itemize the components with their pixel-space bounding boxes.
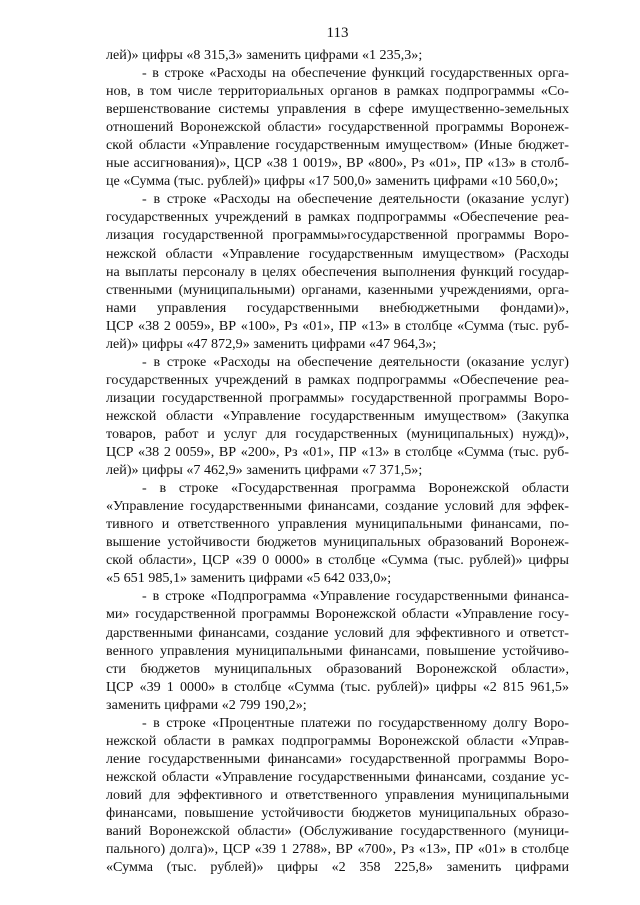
text-line: заменить цифрами «2 799 190,2»; (106, 696, 307, 713)
text-line: пального) долга)», ЦСР «39 1 2788», ВР «700», Рз «13», ПР «01» в столбце (106, 841, 569, 858)
text-line: ственными (муниципальными) органами, казенными учреждениями, орга- (106, 281, 569, 298)
text-line: лей)» цифры «8 315,3» заменить цифрами «1 235,3»; (106, 47, 423, 63)
page-number: 113 (326, 25, 349, 41)
text-line: государственных учреждений в рамках подпрограммы «Обеспечение реа- (106, 371, 569, 388)
text-line: ваний Воронежской области» (Обслуживание государственного (муници- (106, 823, 569, 840)
document-page (106, 0, 569, 876)
text-line: ловий для эффективного и ответственного управления муниципальными (106, 786, 569, 803)
text-line: ЦСР «38 2 0059», ВР «200», Рз «01», ПР «13» в столбце «Сумма (тыс. руб- (106, 444, 569, 461)
text-line: вершенствование системы управления в сфере имущественно-земельных (106, 101, 569, 118)
text-line: государственных учреждений в рамках подпрограммы «Обеспечение реа- (106, 209, 569, 226)
text-line: нежской области «Управление государственными финансами, создание ус- (106, 768, 569, 785)
paragraph (106, 46, 569, 64)
text-line: на выплаты персоналу в целях обеспечения выполнения функций государ- (106, 263, 569, 280)
text-line: тивного и ответственного управления муниципальными финансами, по- (106, 516, 569, 533)
text-line: нами управления государственными внебюджетными фондами)», (106, 299, 569, 316)
text-line: нежской области в рамках подпрограммы Воронежской области «Управ- (106, 732, 569, 749)
text-line: сти бюджетов муниципальных образований Воронежской области», (106, 660, 569, 677)
paragraph (106, 587, 569, 713)
document-body (106, 46, 569, 876)
text-line: ми» государственной программы Воронежской области «Управление госу- (106, 606, 569, 623)
text-line: «Управление государственными финансами, создание условий для эффек- (106, 498, 569, 515)
text-line: лизации государственной программы» государственной программы Воро- (106, 389, 569, 406)
text-line: - в строке «Расходы на обеспечение деятельности (оказание услуг) (142, 353, 569, 370)
text-line: отношений Воронежской области» государственной программы Воронеж- (106, 119, 569, 136)
text-line: нежской области «Управление государственным имуществом» (Расходы (106, 245, 569, 262)
paragraph (106, 353, 569, 479)
text-line: ные ассигнования)», ЦСР «38 1 0019», ВР «800», Рз «01», ПР «13» в столб- (106, 155, 569, 172)
text-line: товаров, работ и услуг для государственных (муниципальных) нужд)», (106, 425, 569, 442)
text-line: - в строке «Процентные платежи по государственному долгу Воро- (142, 714, 569, 731)
text-line: ление государственными финансами» государственной программы Воро- (106, 750, 569, 767)
text-line: вышение устойчивости бюджетов муниципальных образований Воронеж- (106, 534, 569, 551)
text-line: венного управления муниципальными финансами, повышение устойчиво- (106, 642, 569, 659)
text-line: нежской области «Управление государственным имуществом» (Закупка (106, 407, 569, 424)
paragraph (106, 190, 569, 352)
text-line: дарственными финансами, создание условий для эффективного и ответст- (106, 624, 569, 641)
text-line: ЦСР «39 1 0000» в столбце «Сумма (тыс. рублей)» цифры «2 815 961,5» (106, 678, 569, 695)
text-line: «5 651 985,1» заменить цифрами «5 642 033,0»; (106, 570, 392, 587)
paragraph (106, 714, 569, 876)
text-line: лей)» цифры «47 872,9» заменить цифрами «47 964,3»; (106, 335, 437, 352)
text-line: нов, в том числе территориальных органов в рамках подпрограммы «Со- (106, 83, 569, 100)
text-line: финансами, повышение устойчивости бюджетов муниципальных образо- (106, 804, 569, 821)
text-line: лизация государственной программы»государственной программы Воро- (106, 227, 569, 244)
paragraph (106, 64, 569, 190)
paragraph (106, 479, 569, 587)
text-line: лей)» цифры «7 462,9» заменить цифрами «7 371,5»; (106, 462, 423, 479)
text-line: - в строке «Расходы на обеспечение деятельности (оказание услуг) (142, 191, 569, 208)
text-line: - в строке «Государственная программа Воронежской области (142, 480, 569, 497)
text-line: ской области», ЦСР «39 0 0000» в столбце «Сумма (тыс. рублей)» цифры (106, 552, 569, 569)
text-line: - в строке «Подпрограмма «Управление государственными финанса- (142, 588, 569, 605)
text-line: «Сумма (тыс. рублей)» цифры «2 358 225,8» заменить цифрами (106, 859, 569, 876)
text-line: - в строке «Расходы на обеспечение функций государственных орга- (142, 65, 569, 82)
text-line: це «Сумма (тыс. рублей)» цифры «17 500,0» заменить цифрами «10 560,0»; (106, 173, 559, 190)
text-line: ской области «Управление государственным имуществом» (Иные бюджет- (106, 137, 569, 154)
text-line: ЦСР «38 2 0059», ВР «100», Рз «01», ПР «13» в столбце «Сумма (тыс. руб- (106, 317, 569, 334)
